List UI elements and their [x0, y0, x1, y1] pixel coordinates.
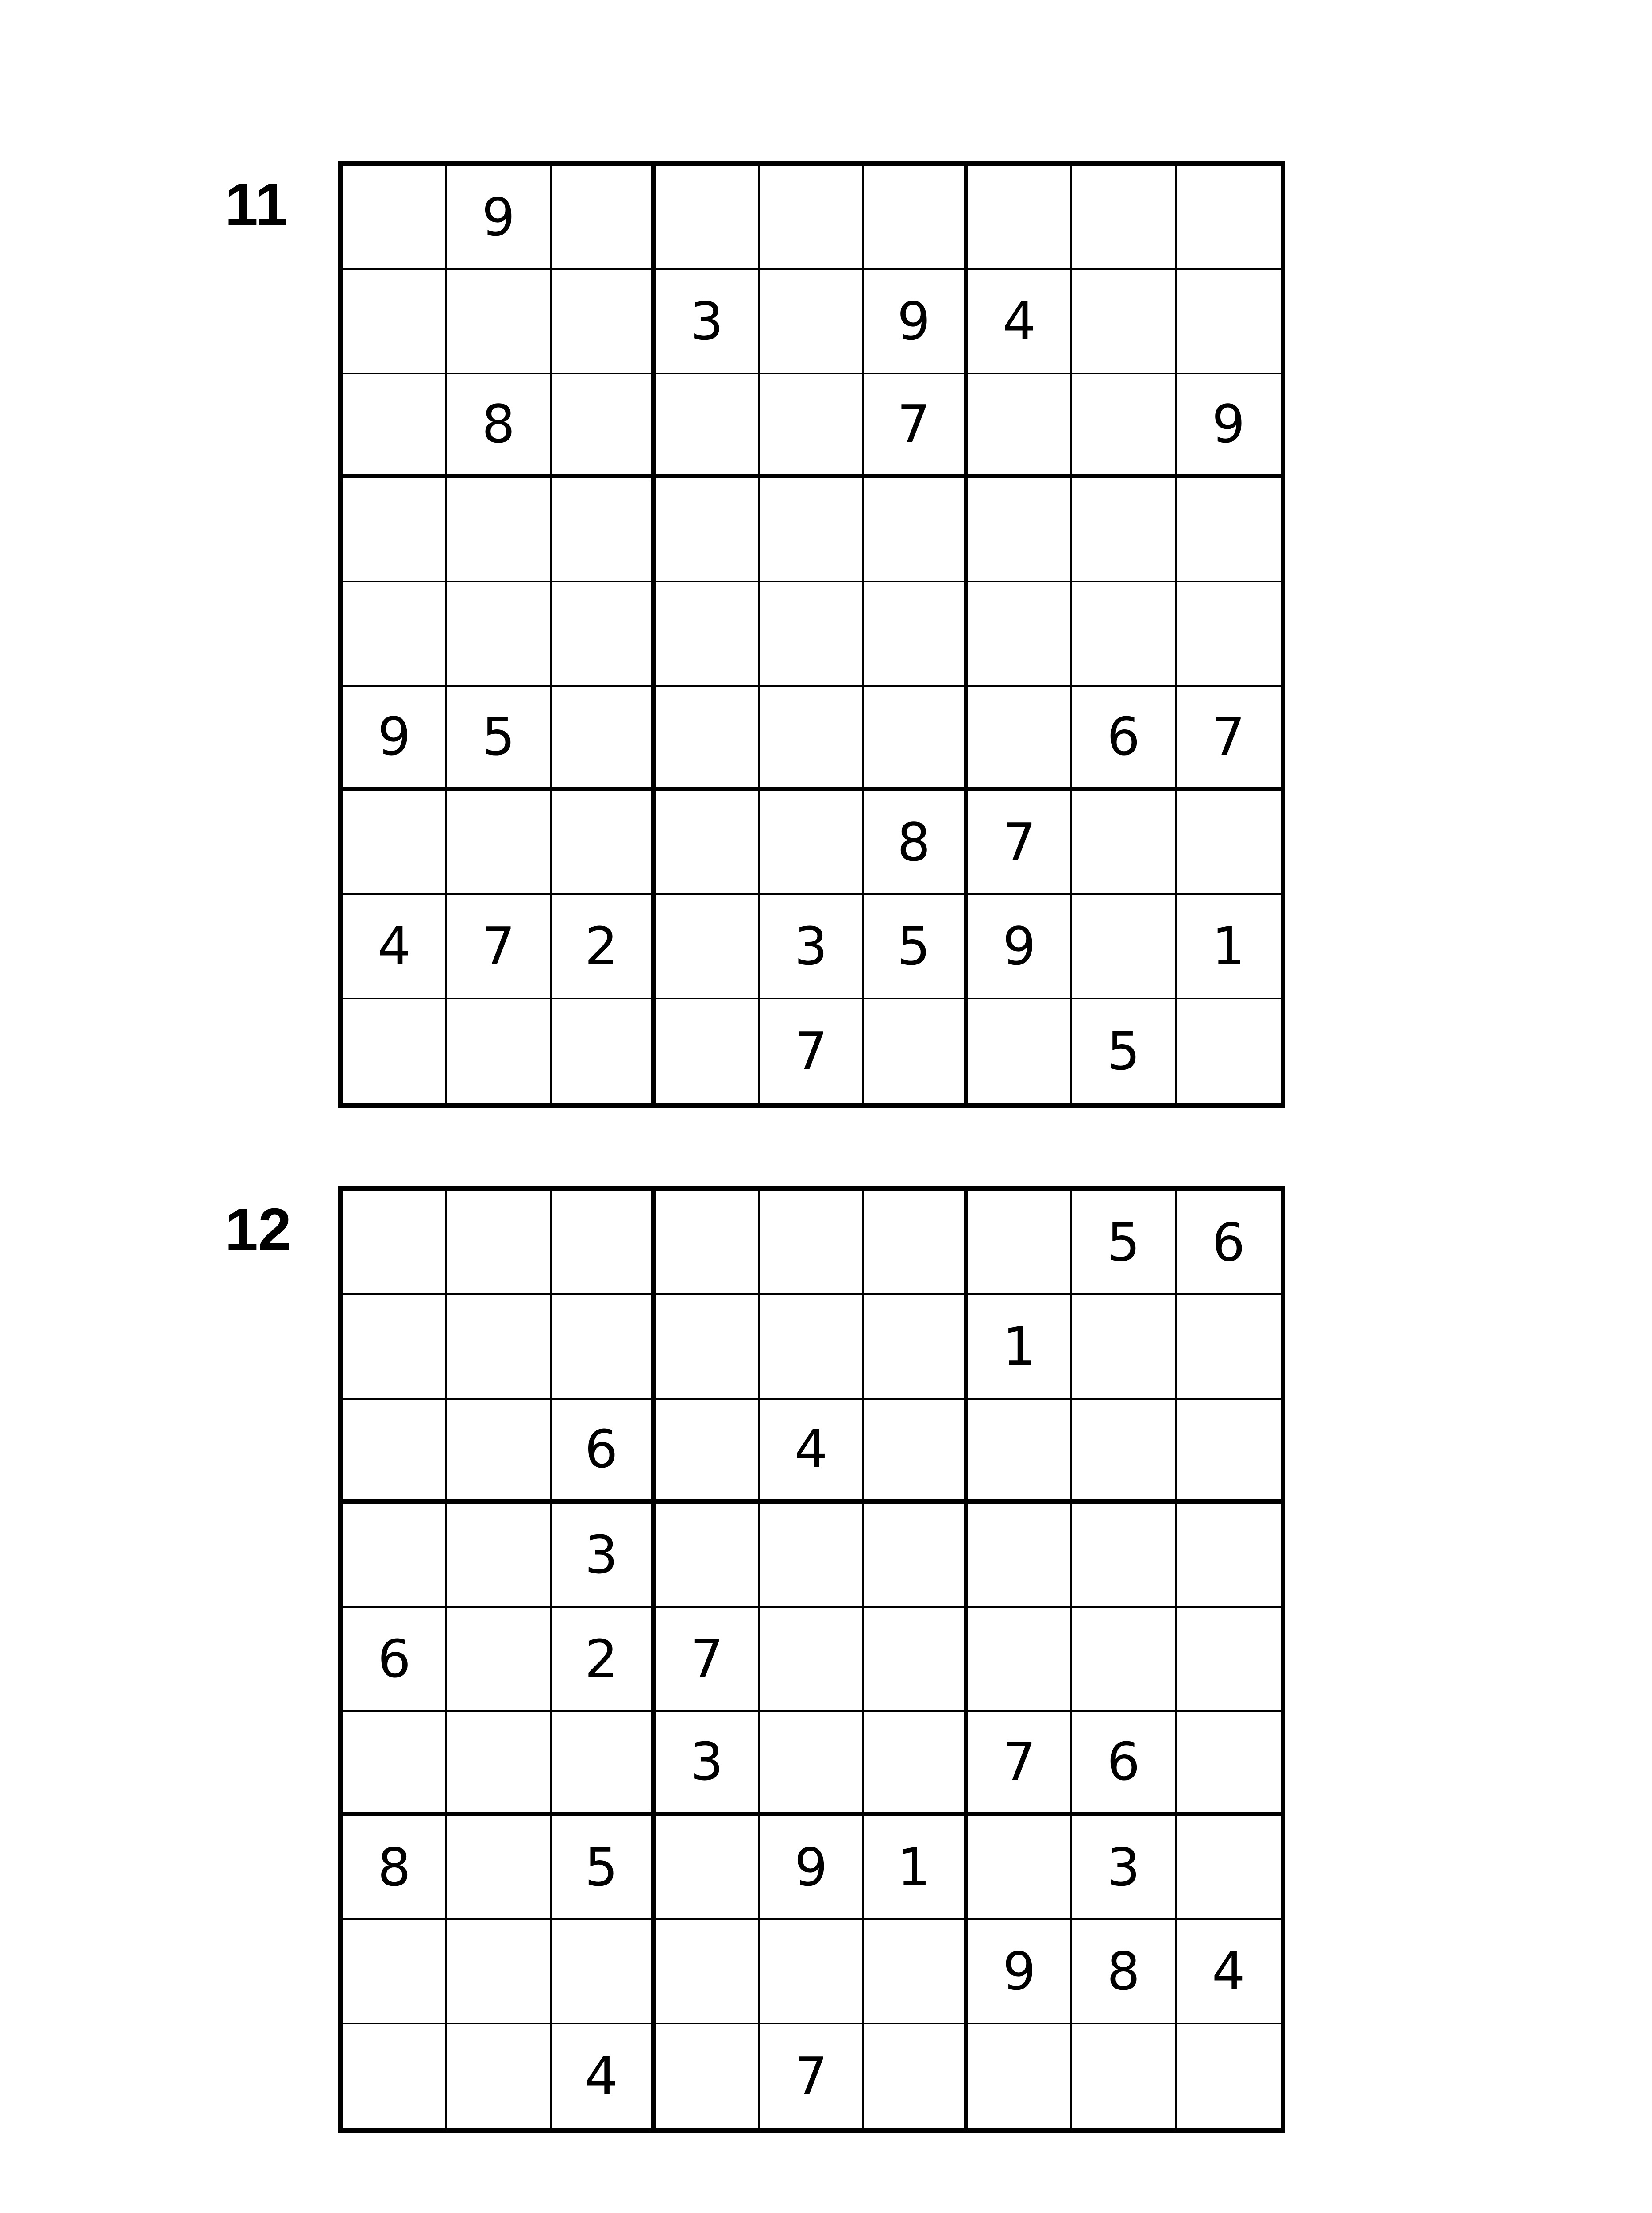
sudoku-cell[interactable]	[760, 374, 864, 478]
sudoku-cell[interactable]	[656, 2024, 760, 2128]
sudoku-cell[interactable]	[1177, 1504, 1281, 1608]
sudoku-cell[interactable]	[864, 478, 968, 582]
sudoku-cell[interactable]	[656, 687, 760, 791]
sudoku-cell[interactable]	[760, 1712, 864, 1816]
sudoku-cell[interactable]: 9	[447, 166, 551, 270]
sudoku-cell[interactable]: 8	[343, 1816, 447, 1920]
sudoku-cell[interactable]	[968, 582, 1072, 686]
sudoku-cell[interactable]: 7	[447, 895, 551, 999]
sudoku-cell[interactable]	[1177, 1712, 1281, 1816]
sudoku-cell[interactable]	[343, 374, 447, 478]
sudoku-cell[interactable]	[343, 166, 447, 270]
sudoku-cell[interactable]	[864, 1191, 968, 1295]
sudoku-cell[interactable]	[864, 1504, 968, 1608]
sudoku-cell[interactable]: 9	[968, 895, 1072, 999]
sudoku-cell[interactable]	[760, 1295, 864, 1399]
sudoku-cell[interactable]: 5	[864, 895, 968, 999]
sudoku-cell[interactable]	[447, 1400, 551, 1504]
sudoku-cell[interactable]	[343, 2024, 447, 2128]
sudoku-cell[interactable]	[552, 374, 656, 478]
sudoku-cell[interactable]	[760, 687, 864, 791]
sudoku-cell[interactable]	[447, 1504, 551, 1608]
sudoku-cell[interactable]: 1	[1177, 895, 1281, 999]
sudoku-cell[interactable]	[656, 166, 760, 270]
sudoku-cell[interactable]	[552, 1712, 656, 1816]
sudoku-cell[interactable]: 4	[968, 270, 1072, 374]
sudoku-cell[interactable]	[656, 1295, 760, 1399]
sudoku-cell[interactable]	[656, 1400, 760, 1504]
sudoku-cell[interactable]	[864, 582, 968, 686]
sudoku-cell[interactable]	[552, 270, 656, 374]
sudoku-cell[interactable]	[552, 1191, 656, 1295]
sudoku-cell[interactable]	[760, 1504, 864, 1608]
sudoku-cell[interactable]	[968, 1504, 1072, 1608]
sudoku-cell[interactable]	[1177, 582, 1281, 686]
sudoku-cell[interactable]	[447, 1295, 551, 1399]
sudoku-cell[interactable]: 5	[447, 687, 551, 791]
sudoku-cell[interactable]	[447, 1920, 551, 2024]
sudoku-cell[interactable]: 6	[552, 1400, 656, 1504]
sudoku-cell[interactable]	[343, 1191, 447, 1295]
sudoku-cell[interactable]	[447, 1191, 551, 1295]
sudoku-cell[interactable]	[1072, 270, 1176, 374]
sudoku-cell[interactable]: 4	[343, 895, 447, 999]
sudoku-cell[interactable]: 9	[864, 270, 968, 374]
sudoku-cell[interactable]	[1072, 1504, 1176, 1608]
sudoku-cell[interactable]: 7	[760, 999, 864, 1103]
sudoku-cell[interactable]: 7	[968, 1712, 1072, 1816]
sudoku-cell[interactable]: 8	[1072, 1920, 1176, 2024]
sudoku-cell[interactable]: 4	[760, 1400, 864, 1504]
sudoku-cell[interactable]	[343, 478, 447, 582]
sudoku-cell[interactable]	[1177, 1608, 1281, 1712]
sudoku-cell[interactable]	[343, 1504, 447, 1608]
sudoku-cell[interactable]	[1177, 999, 1281, 1103]
sudoku-cell[interactable]	[656, 895, 760, 999]
sudoku-cell[interactable]	[656, 1191, 760, 1295]
sudoku-cell[interactable]	[864, 1295, 968, 1399]
sudoku-cell[interactable]: 9	[1177, 374, 1281, 478]
sudoku-cell[interactable]	[968, 687, 1072, 791]
sudoku-cell[interactable]	[1072, 895, 1176, 999]
sudoku-cell[interactable]: 9	[343, 687, 447, 791]
sudoku-cell[interactable]: 7	[1177, 687, 1281, 791]
sudoku-cell[interactable]	[343, 999, 447, 1103]
sudoku-cell[interactable]	[1177, 1816, 1281, 1920]
sudoku-cell[interactable]	[656, 374, 760, 478]
sudoku-cell[interactable]	[968, 1400, 1072, 1504]
sudoku-cell[interactable]	[968, 1191, 1072, 1295]
sudoku-cell[interactable]	[343, 1295, 447, 1399]
sudoku-cell[interactable]	[1072, 2024, 1176, 2128]
sudoku-cell[interactable]	[1072, 1400, 1176, 1504]
sudoku-cell[interactable]	[552, 582, 656, 686]
puzzle-number: 12	[225, 1196, 292, 1263]
sudoku-cell[interactable]	[656, 1920, 760, 2024]
sudoku-cell[interactable]	[656, 478, 760, 582]
sudoku-cell[interactable]	[1177, 478, 1281, 582]
sudoku-cell[interactable]: 5	[552, 1816, 656, 1920]
sudoku-cell[interactable]	[864, 1400, 968, 1504]
sudoku-cell[interactable]	[656, 1816, 760, 1920]
sudoku-cell[interactable]	[1072, 1295, 1176, 1399]
sudoku-cell[interactable]: 9	[968, 1920, 1072, 2024]
sudoku-cell[interactable]	[864, 2024, 968, 2128]
sudoku-cell[interactable]	[343, 791, 447, 895]
sudoku-cell[interactable]	[760, 1191, 864, 1295]
sudoku-cell[interactable]: 5	[1072, 999, 1176, 1103]
sudoku-cell[interactable]	[447, 791, 551, 895]
sudoku-cell[interactable]	[343, 1712, 447, 1816]
sudoku-cell[interactable]	[760, 582, 864, 686]
sudoku-cell[interactable]	[447, 1816, 551, 1920]
sudoku-grid	[338, 161, 1285, 1108]
sudoku-cell[interactable]: 1	[968, 1295, 1072, 1399]
sudoku-cell[interactable]	[656, 999, 760, 1103]
sudoku-cell[interactable]	[1072, 1608, 1176, 1712]
sudoku-cell[interactable]	[864, 166, 968, 270]
sudoku-cell[interactable]: 7	[656, 1608, 760, 1712]
sudoku-cell[interactable]	[343, 582, 447, 686]
sudoku-cell[interactable]	[968, 2024, 1072, 2128]
sudoku-cell[interactable]	[864, 1712, 968, 1816]
sudoku-cell[interactable]: 8	[447, 374, 551, 478]
sudoku-cell[interactable]	[447, 270, 551, 374]
sudoku-grid	[338, 1186, 1285, 2133]
sudoku-cell[interactable]	[1177, 270, 1281, 374]
sudoku-cell[interactable]	[552, 687, 656, 791]
sudoku-cell[interactable]	[968, 166, 1072, 270]
sudoku-cell[interactable]	[552, 1920, 656, 2024]
sudoku-cell[interactable]	[1072, 374, 1176, 478]
sudoku-cell[interactable]	[552, 999, 656, 1103]
sudoku-cell[interactable]	[968, 999, 1072, 1103]
sudoku-cell[interactable]	[447, 2024, 551, 2128]
sudoku-cell[interactable]	[343, 1920, 447, 2024]
sudoku-cell[interactable]	[968, 374, 1072, 478]
sudoku-cell[interactable]: 6	[343, 1608, 447, 1712]
puzzle-number: 11	[225, 171, 288, 238]
sudoku-cell[interactable]	[552, 166, 656, 270]
sudoku-cell[interactable]	[1072, 791, 1176, 895]
sudoku-cell[interactable]	[1177, 791, 1281, 895]
sudoku-cell[interactable]	[968, 1816, 1072, 1920]
sudoku-cell[interactable]: 4	[552, 2024, 656, 2128]
sudoku-cell[interactable]: 7	[968, 791, 1072, 895]
sudoku-cell[interactable]	[1072, 166, 1176, 270]
sudoku-cell[interactable]	[343, 270, 447, 374]
sudoku-cell[interactable]	[656, 791, 760, 895]
sudoku-cell[interactable]: 2	[552, 895, 656, 999]
sudoku-cell[interactable]	[1177, 1400, 1281, 1504]
sudoku-cell[interactable]: 3	[760, 895, 864, 999]
sudoku-cell[interactable]	[864, 1608, 968, 1712]
sudoku-cell[interactable]	[864, 999, 968, 1103]
sudoku-cell[interactable]: 4	[1177, 1920, 1281, 2024]
sudoku-cell[interactable]	[864, 1920, 968, 2024]
sudoku-cell[interactable]: 9	[760, 1816, 864, 1920]
sudoku-cell[interactable]: 6	[1072, 1712, 1176, 1816]
sudoku-cell[interactable]: 1	[864, 1816, 968, 1920]
sudoku-cell[interactable]	[447, 999, 551, 1103]
sudoku-cell[interactable]: 5	[1072, 1191, 1176, 1295]
sudoku-cell[interactable]	[447, 582, 551, 686]
sudoku-cell[interactable]	[447, 1712, 551, 1816]
sudoku-cell[interactable]	[760, 1920, 864, 2024]
sudoku-cell[interactable]	[552, 478, 656, 582]
sudoku-cell[interactable]: 2	[552, 1608, 656, 1712]
sudoku-cell[interactable]	[760, 1608, 864, 1712]
sudoku-cell[interactable]	[760, 791, 864, 895]
sudoku-cell[interactable]: 7	[864, 374, 968, 478]
sudoku-cell[interactable]	[864, 687, 968, 791]
sudoku-cell[interactable]	[760, 166, 864, 270]
sudoku-cell[interactable]: 7	[760, 2024, 864, 2128]
sudoku-cell[interactable]	[656, 582, 760, 686]
sudoku-cell[interactable]	[343, 1400, 447, 1504]
sudoku-cell[interactable]	[1177, 166, 1281, 270]
sudoku-cell[interactable]	[1072, 582, 1176, 686]
sudoku-cell[interactable]: 3	[656, 270, 760, 374]
sudoku-cell[interactable]	[968, 478, 1072, 582]
sudoku-cell[interactable]	[447, 478, 551, 582]
sudoku-cell[interactable]	[968, 1608, 1072, 1712]
sudoku-cell[interactable]: 8	[864, 791, 968, 895]
sudoku-cell[interactable]	[760, 478, 864, 582]
sudoku-cell[interactable]	[552, 1295, 656, 1399]
sudoku-cell[interactable]	[1177, 1295, 1281, 1399]
sudoku-cell[interactable]: 6	[1072, 687, 1176, 791]
sudoku-cell[interactable]	[1177, 2024, 1281, 2128]
sudoku-cell[interactable]	[656, 1504, 760, 1608]
sudoku-cell[interactable]	[447, 1608, 551, 1712]
sudoku-cell[interactable]: 3	[656, 1712, 760, 1816]
sudoku-cell[interactable]	[552, 791, 656, 895]
sudoku-cell[interactable]: 6	[1177, 1191, 1281, 1295]
sudoku-cell[interactable]	[760, 270, 864, 374]
sudoku-cell[interactable]	[1072, 478, 1176, 582]
sudoku-cell[interactable]: 3	[1072, 1816, 1176, 1920]
sudoku-cell[interactable]: 3	[552, 1504, 656, 1608]
